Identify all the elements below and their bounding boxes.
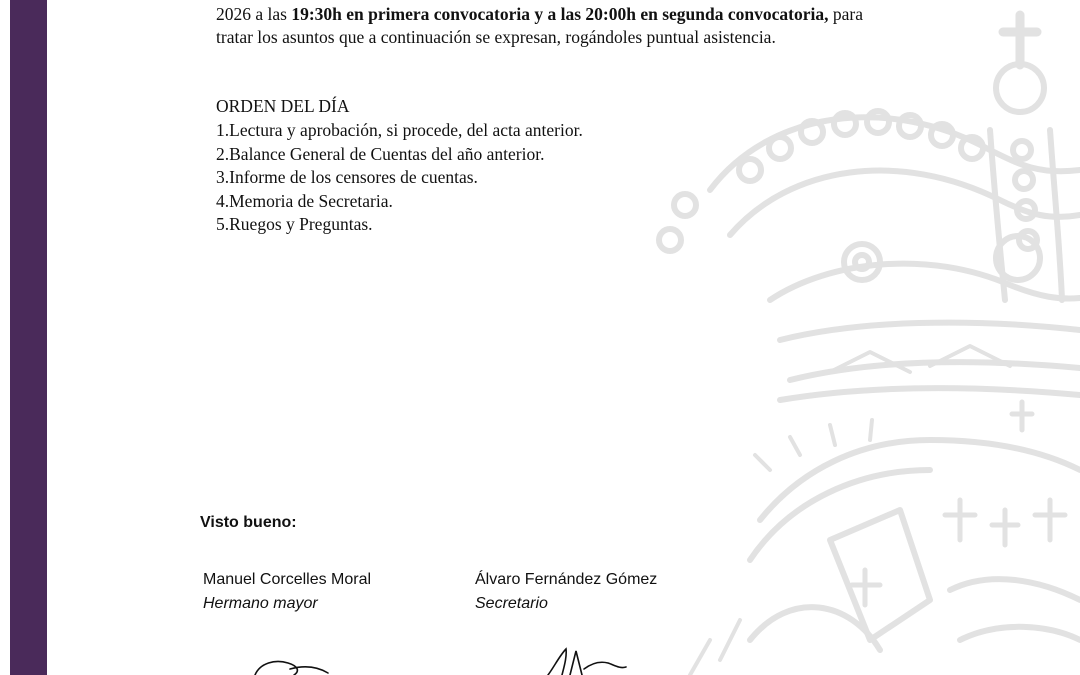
signatory-right: [475, 568, 657, 616]
signatory-role: Hermano mayor: [203, 595, 318, 612]
left-decorative-bar: [10, 0, 47, 675]
convocation-body-text: [216, 3, 876, 49]
agenda-item: 4.Memoria de Secretaria.: [216, 190, 393, 211]
agenda-title: ORDEN DEL DÍA: [216, 96, 350, 116]
intro-time-details: 19:30h en primera convocatoria y a las 20:00h en segunda convocatoria,: [291, 4, 829, 24]
intro-text-start: 2026 a las: [216, 4, 292, 24]
agenda-item: 5.Ruegos y Preguntas.: [216, 214, 373, 234]
signatory-left: [203, 568, 371, 616]
approval-label: Visto bueno:: [200, 514, 297, 531]
signatory-name: Álvaro Fernández Gómez: [475, 571, 658, 588]
agenda-item: 1.Lectura y aprobación, si procede, del acta anterior.: [216, 120, 583, 140]
agenda-list: [216, 119, 583, 237]
royal-crown-watermark-icon: [630, 0, 1080, 675]
signature-left-icon: [250, 655, 330, 675]
agenda-item: 3.Informe de los censores de cuentas.: [216, 167, 478, 187]
convocation-paragraph: [216, 3, 876, 49]
signature-right-icon: [540, 645, 630, 675]
agenda-section: [216, 95, 583, 237]
signatory-role: Secretario: [475, 595, 548, 612]
signatory-name: Manuel Corcelles Moral: [203, 571, 372, 588]
intro-text-end: para tratar los asuntos que a continuación se expresan, rogándoles puntual asistencia.: [216, 4, 863, 47]
agenda-item: 2.Balance General de Cuentas del año anterior.: [216, 143, 545, 164]
